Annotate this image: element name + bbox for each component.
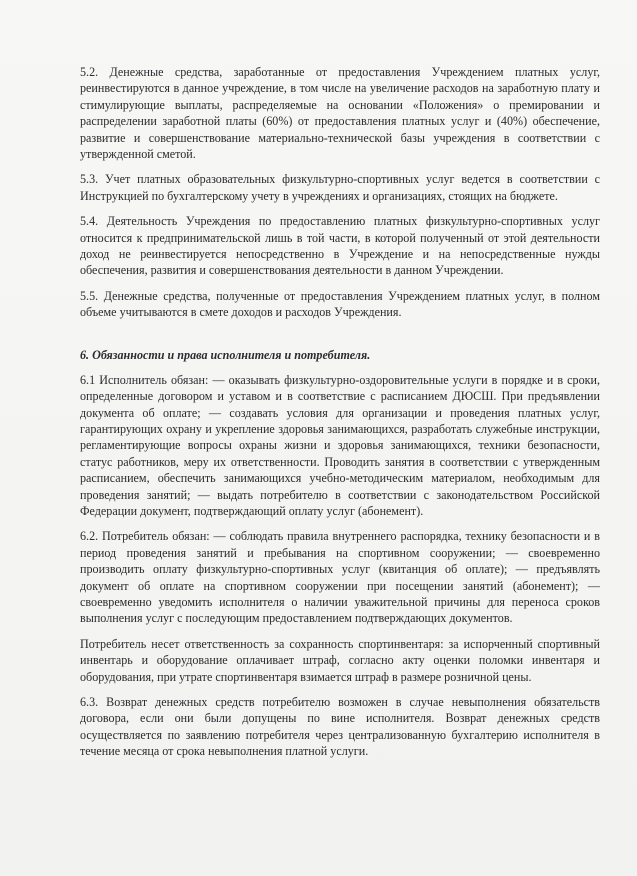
document-body [80,64,600,769]
paragraph-5-4: 5.4. Деятельность Учреждения по предоставлению платных физкультурно-спортивных услуг относится к предпринимательской лишь в той части, в которой полученный от этой деятельности доход не реинвестируется непосредственно в Учреждение и на непосредственные нужды обеспечения, развития и совершенствования деятельности в данном Учреждении. [80,214,600,278]
paragraph-5-2: 5.2. Денежные средства, заработанные от предоставления Учреждением платных услуг, реинвестируются в данное учреждение, в том числе на увеличение расходов на заработную плату и стимулирующие выплаты, распределяемые на основании «Положения» о премировании и распределении заработной платы (60%) от предоставления платных услуг и (40%) обеспечение, развитие и совершенствование материально-технической базы учреждения в соответствии с утвержденной сметой. [80,65,600,162]
paragraph-6-2: 6.2. Потребитель обязан: — соблюдать правила внутреннего распорядка, технику безопасности и в период проведения занятий и пребывания на спортивном сооружении; — своевременно производить оплату физкультурно-спортивных услуг (квитанция об оплате); — предъявлять документ об оплате на спортивном сооружении при посещении занятий (абонемент); — своевременно уведомить исполнителя о наличии уважительной причины для переноса сроков выполнения услуг с последующим предоставлением подтверждающих документов. [80,529,600,626]
section-6-heading: 6. Обязанности и права исполнителя и потребителя. [80,347,371,362]
paragraph-consumer-responsibility: Потребитель несет ответственность за сохранность спортинвентаря: за испорченный спортивный инвентарь и оборудование оплачивает штраф, согласно акту оценки поломки инвентаря и оборудования, при утрате спортинвентаря взимается штраф в размере розничной цены. [80,636,600,684]
paragraph-6-1: 6.1 Исполнитель обязан: — оказывать физкультурно-оздоровительные услуги в порядке и в сроки, определенные договором и уставом и в соответствие с расписанием ДЮСШ. При предъявлении документа об оплате; — создавать условия для организации и проведения платных услуг, гарантирующих охрану и укрепление здоровья занимающихся, разработать служебные инструкции, регламентирующие вопросы охраны жизни и здоровья занимающихся, техники безопасности, статус работников, меру их ответственности. Проводить занятия в соответствии с утвержденным расписанием, обеспечить занимающихся учебно-методическим материалом, необходимым для проведения занятий; — выдать потребителю в соответствии с законодательством Российской Федерации документ, подтверждающий оплату услуг (абонемент). [80,372,600,518]
paragraph-5-3: 5.3. Учет платных образовательных физкультурно-спортивных услуг ведется в соответствии с Инструкцией по бухгалтерскому учету в учреждениях и организациях, стоящих на бюджете. [80,172,600,203]
paragraph-5-5: 5.5. Денежные средства, полученные от предоставления Учреждением платных услуг, в полном объеме учитываются в смете доходов и расходов Учреждения. [80,288,600,320]
paragraph-6-3: 6.3. Возврат денежных средств потребителю возможен в случае невыполнения обязательств договора, если они были допущены по вине исполнителя. Возврат денежных средств осуществляется по заявлению потребителя через централизованную бухгалтерию исполнителя в течение месяца от срока невыполнения платной услуги. [80,695,600,759]
